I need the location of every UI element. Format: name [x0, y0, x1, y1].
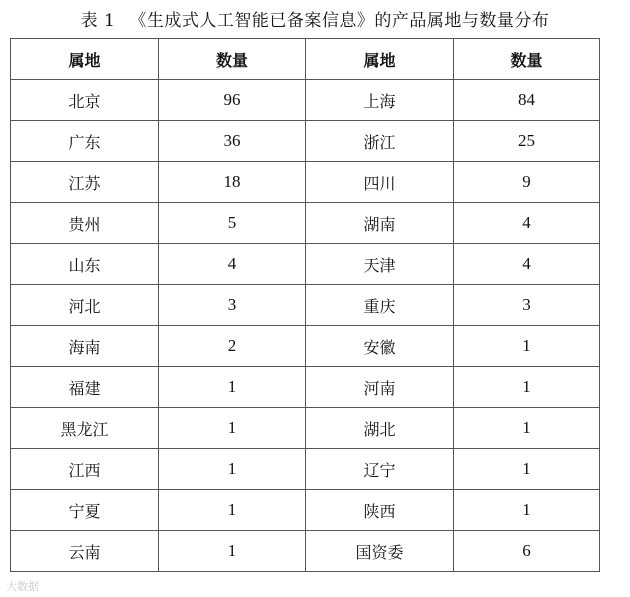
- cell-count-right: 84: [454, 80, 600, 121]
- table-row: [11, 162, 600, 203]
- table-row: [11, 490, 600, 531]
- table-body: [11, 80, 600, 572]
- cell-region-left: 河北: [11, 285, 159, 326]
- cell-region-right: 国资委: [306, 531, 454, 572]
- cell-count-right: 25: [454, 121, 600, 162]
- cell-region-right: 河南: [306, 367, 454, 408]
- cell-count-right: 1: [454, 408, 600, 449]
- cell-count-left: 1: [159, 408, 306, 449]
- table-header: [11, 39, 600, 80]
- table-row: [11, 326, 600, 367]
- header-count-left: 数量: [159, 39, 306, 80]
- cell-count-left: 1: [159, 531, 306, 572]
- cell-region-left: 广东: [11, 121, 159, 162]
- cell-region-left: 山东: [11, 244, 159, 285]
- cell-region-right: 重庆: [306, 285, 454, 326]
- cell-count-left: 18: [159, 162, 306, 203]
- cell-region-right: 浙江: [306, 121, 454, 162]
- cell-region-right: 陕西: [306, 490, 454, 531]
- cell-count-right: 1: [454, 449, 600, 490]
- cell-count-left: 2: [159, 326, 306, 367]
- cell-count-left: 96: [159, 80, 306, 121]
- cell-region-left: 江苏: [11, 162, 159, 203]
- table-row: [11, 367, 600, 408]
- cell-count-right: 9: [454, 162, 600, 203]
- cell-region-right: 辽宁: [306, 449, 454, 490]
- cell-count-left: 1: [159, 490, 306, 531]
- cell-count-right: 3: [454, 285, 600, 326]
- cell-region-right: 湖北: [306, 408, 454, 449]
- table-row: [11, 285, 600, 326]
- cell-region-left: 黑龙江: [11, 408, 159, 449]
- cell-region-left: 云南: [11, 531, 159, 572]
- table-row: [11, 203, 600, 244]
- cell-region-right: 湖南: [306, 203, 454, 244]
- cell-region-right: 安徽: [306, 326, 454, 367]
- table-row: [11, 244, 600, 285]
- cell-region-left: 福建: [11, 367, 159, 408]
- data-table: [10, 38, 600, 572]
- header-region-left: 属地: [11, 39, 159, 80]
- cell-count-right: 4: [454, 203, 600, 244]
- cell-region-right: 四川: [306, 162, 454, 203]
- cell-count-left: 3: [159, 285, 306, 326]
- cell-region-left: 江西: [11, 449, 159, 490]
- cell-count-left: 1: [159, 449, 306, 490]
- cell-count-left: 1: [159, 367, 306, 408]
- header-count-right: 数量: [454, 39, 600, 80]
- cell-region-left: 海南: [11, 326, 159, 367]
- cell-count-right: 6: [454, 531, 600, 572]
- watermark-logo: 大数据: [6, 580, 39, 593]
- table-row: [11, 80, 600, 121]
- table-row: [11, 408, 600, 449]
- cell-count-right: 4: [454, 244, 600, 285]
- table-row: [11, 531, 600, 572]
- table-row: [11, 449, 600, 490]
- cell-region-right: 天津: [306, 244, 454, 285]
- cell-region-left: 北京: [11, 80, 159, 121]
- cell-region-right: 上海: [306, 80, 454, 121]
- table-row: [11, 121, 600, 162]
- cell-count-right: 1: [454, 326, 600, 367]
- cell-count-left: 5: [159, 203, 306, 244]
- table-number: 表 1: [80, 11, 116, 31]
- header-row: [11, 39, 600, 80]
- cell-count-left: 4: [159, 244, 306, 285]
- header-region-right: 属地: [306, 39, 454, 80]
- cell-count-left: 36: [159, 121, 306, 162]
- table-title: 《生成式人工智能已备案信息》的产品属地与数量分布: [129, 11, 550, 31]
- cell-count-right: 1: [454, 367, 600, 408]
- table-caption: [0, 6, 630, 31]
- cell-region-left: 宁夏: [11, 490, 159, 531]
- cell-count-right: 1: [454, 490, 600, 531]
- cell-region-left: 贵州: [11, 203, 159, 244]
